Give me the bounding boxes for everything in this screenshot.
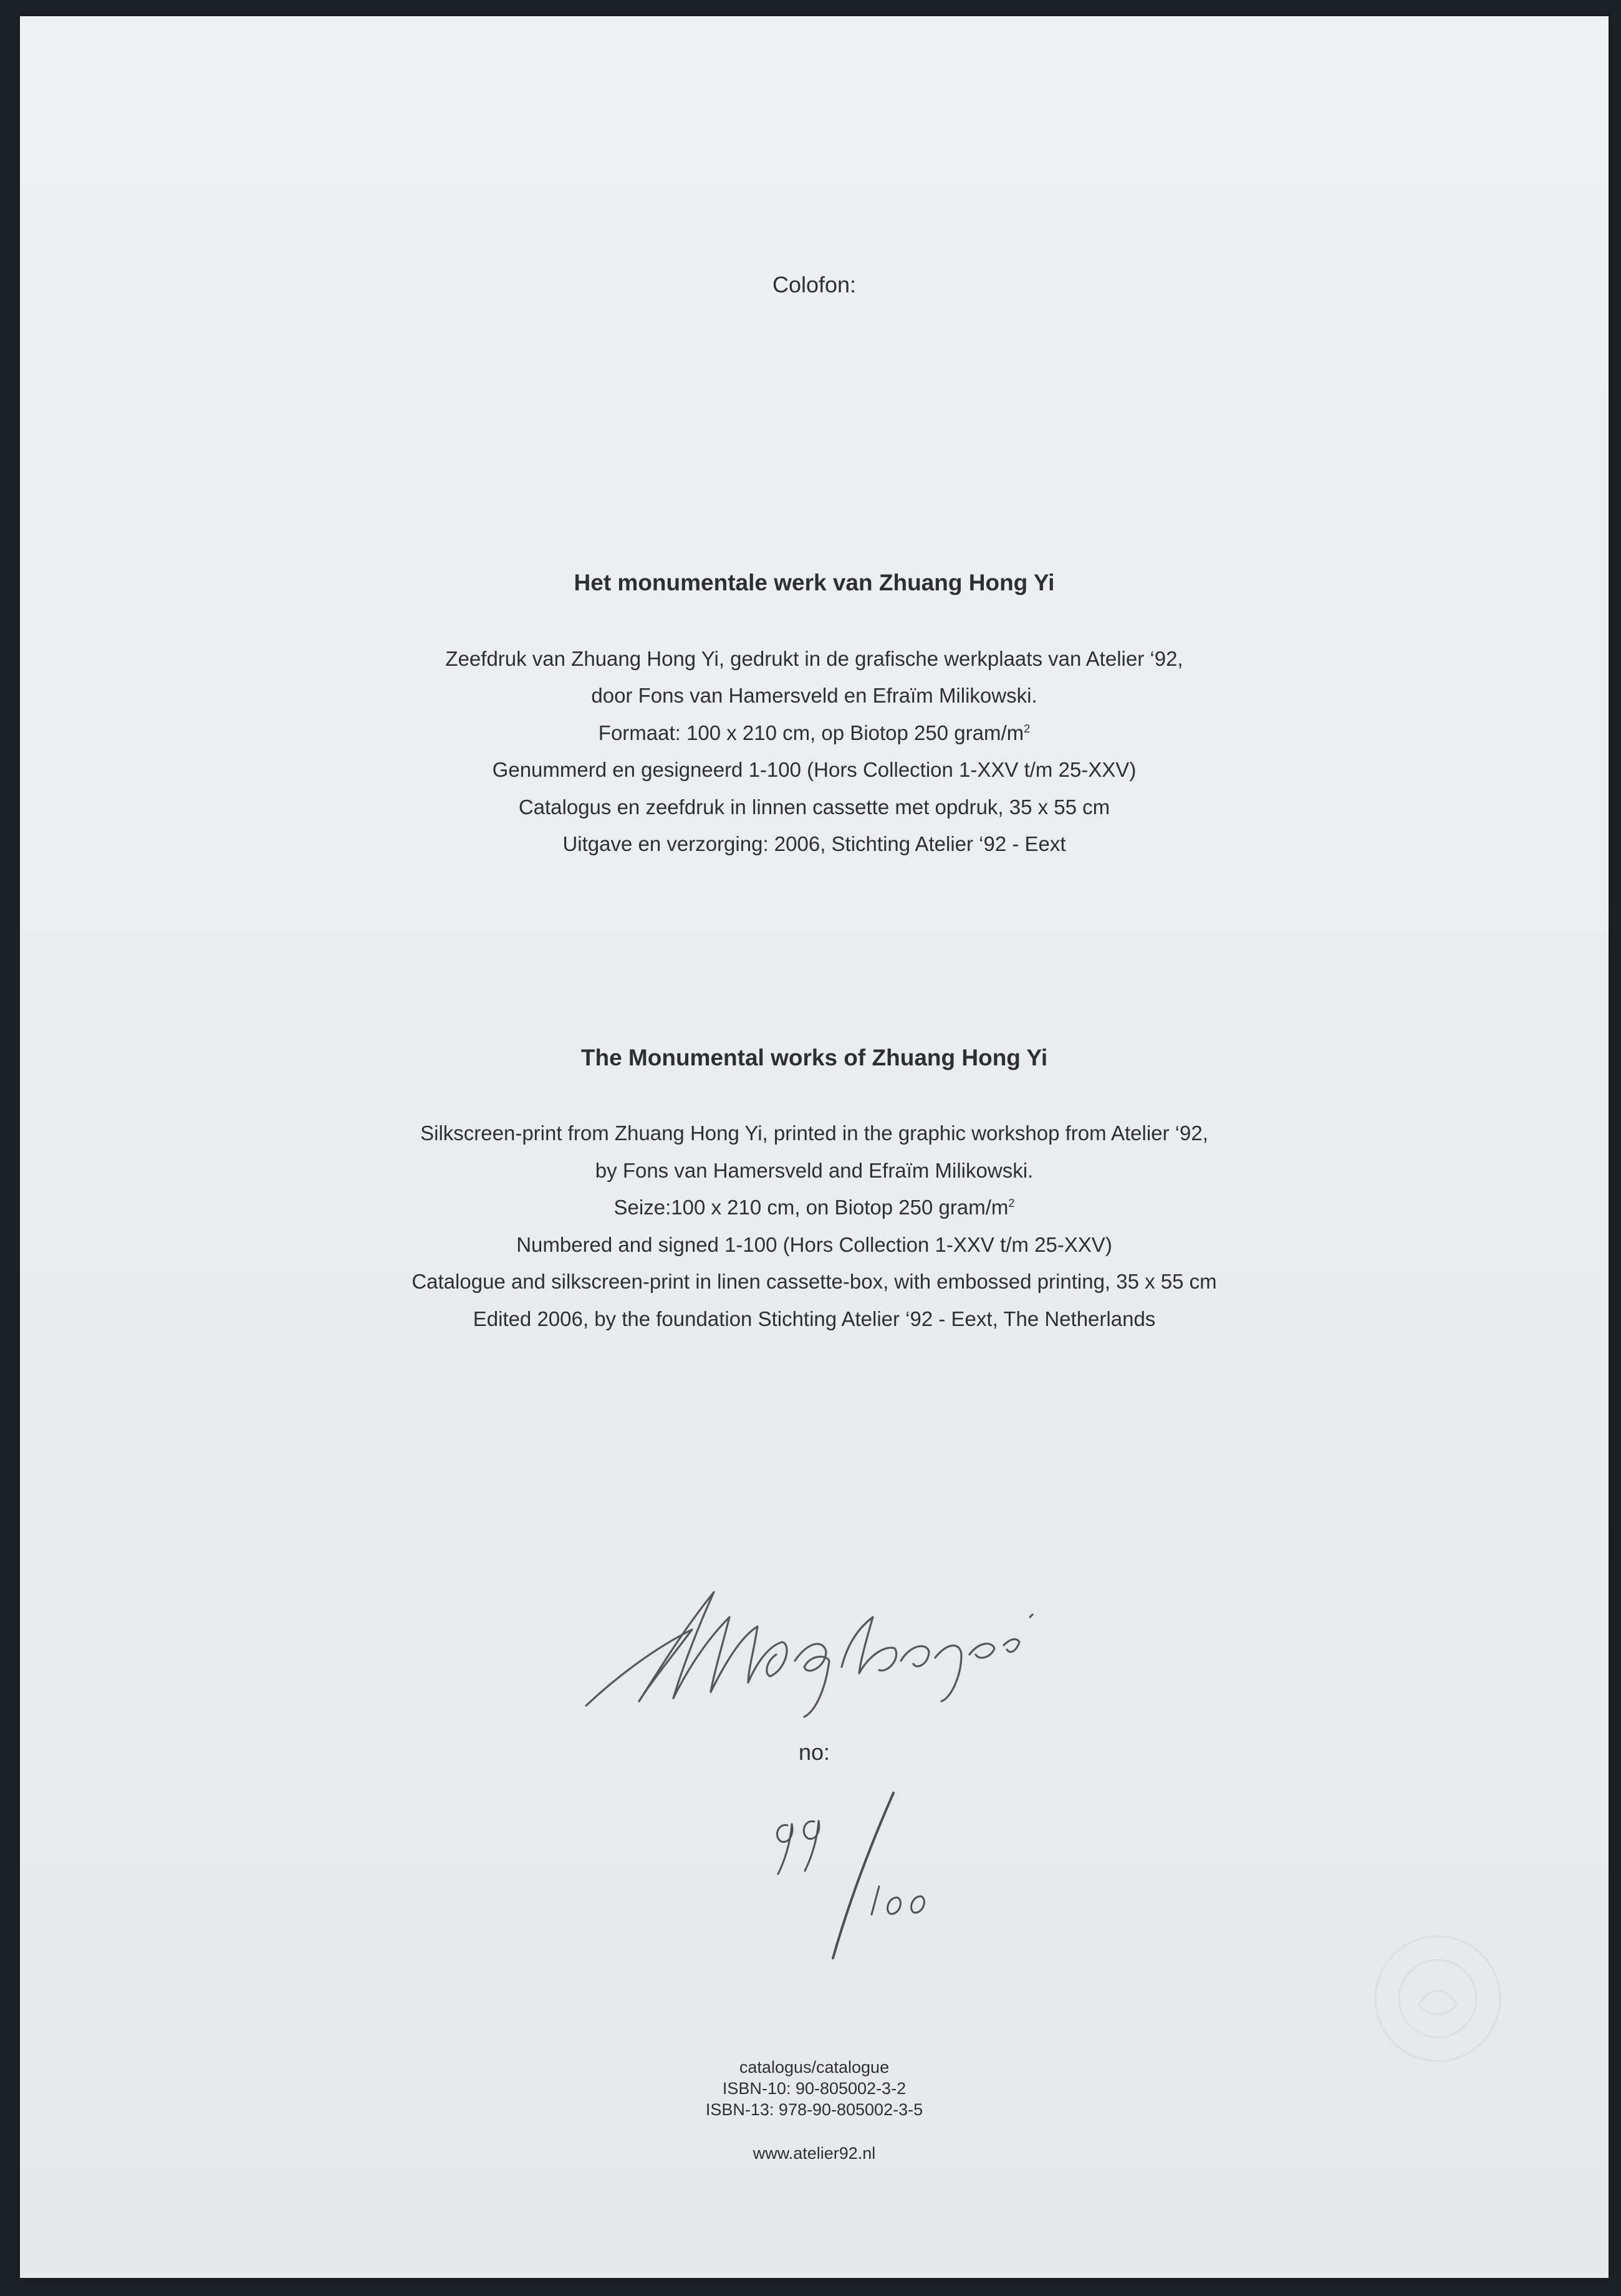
english-line-4: Numbered and signed 1-100 (Hors Collection 1-XXV t/m 25-XXV): [516, 1233, 1112, 1256]
dutch-format-text: Formaat: 100 x 210 cm, op Biotop 250 gram/m: [598, 721, 1024, 744]
edition-number: [766, 1787, 953, 1967]
catalogue-label: catalogus/catalogue: [739, 2058, 890, 2077]
dutch-line-1: Zeefdruk van Zhuang Hong Yi, gedrukt in de grafische werkplaats van Atelier ‘92,: [445, 647, 1183, 670]
colophon-sheet: [20, 16, 1609, 2278]
isbn-10: ISBN-10: 90-805002-3-2: [722, 2079, 907, 2098]
english-line-1: Silkscreen-print from Zhuang Hong Yi, printed in the graphic workshop from Atelier ‘92,: [420, 1122, 1208, 1145]
english-line-2: by Fons van Hamersveld and Efraïm Milikowski.: [595, 1159, 1034, 1182]
dutch-format-superscript: 2: [1024, 723, 1031, 735]
dutch-heading: Het monumentale werk van Zhuang Hong Yi: [574, 570, 1055, 595]
dutch-line-6: Uitgave en verzorging: 2006, Stichting Atelier ‘92 - Eext: [562, 832, 1066, 855]
english-heading: The Monumental works of Zhuang Hong Yi: [580, 1045, 1048, 1070]
english-line-6: Edited 2006, by the foundation Stichting Atelier ‘92 - Eext, The Netherlands: [473, 1307, 1156, 1330]
isbn-13: ISBN-13: 978-90-805002-3-5: [705, 2100, 923, 2119]
number-label: no:: [798, 1739, 830, 1765]
english-format-text: Seize:100 x 210 cm, on Biotop 250 gram/m: [613, 1196, 1009, 1219]
website-link[interactable]: www.atelier92.nl: [753, 2144, 876, 2163]
colofon-label: Colofon:: [772, 272, 857, 297]
dutch-line-4: Genummerd en gesigneerd 1-100 (Hors Collection 1-XXV t/m 25-XXV): [492, 758, 1137, 781]
dutch-line-3: [20, 721, 1609, 745]
english-line-3: [20, 1196, 1609, 1219]
dutch-line-2: door Fons van Hamersveld en Efraïm Milikowski.: [591, 684, 1037, 707]
dutch-line-5: Catalogus en zeefdruk in linnen cassette met opdruk, 35 x 55 cm: [518, 795, 1110, 819]
embossed-seal: [1369, 1930, 1506, 2067]
english-line-5: Catalogue and silkscreen-print in linen cassette-box, with embossed printing, 35 x 55 cm: [411, 1270, 1217, 1293]
english-format-superscript: 2: [1008, 1197, 1015, 1209]
artist-signature: [580, 1567, 1054, 1723]
